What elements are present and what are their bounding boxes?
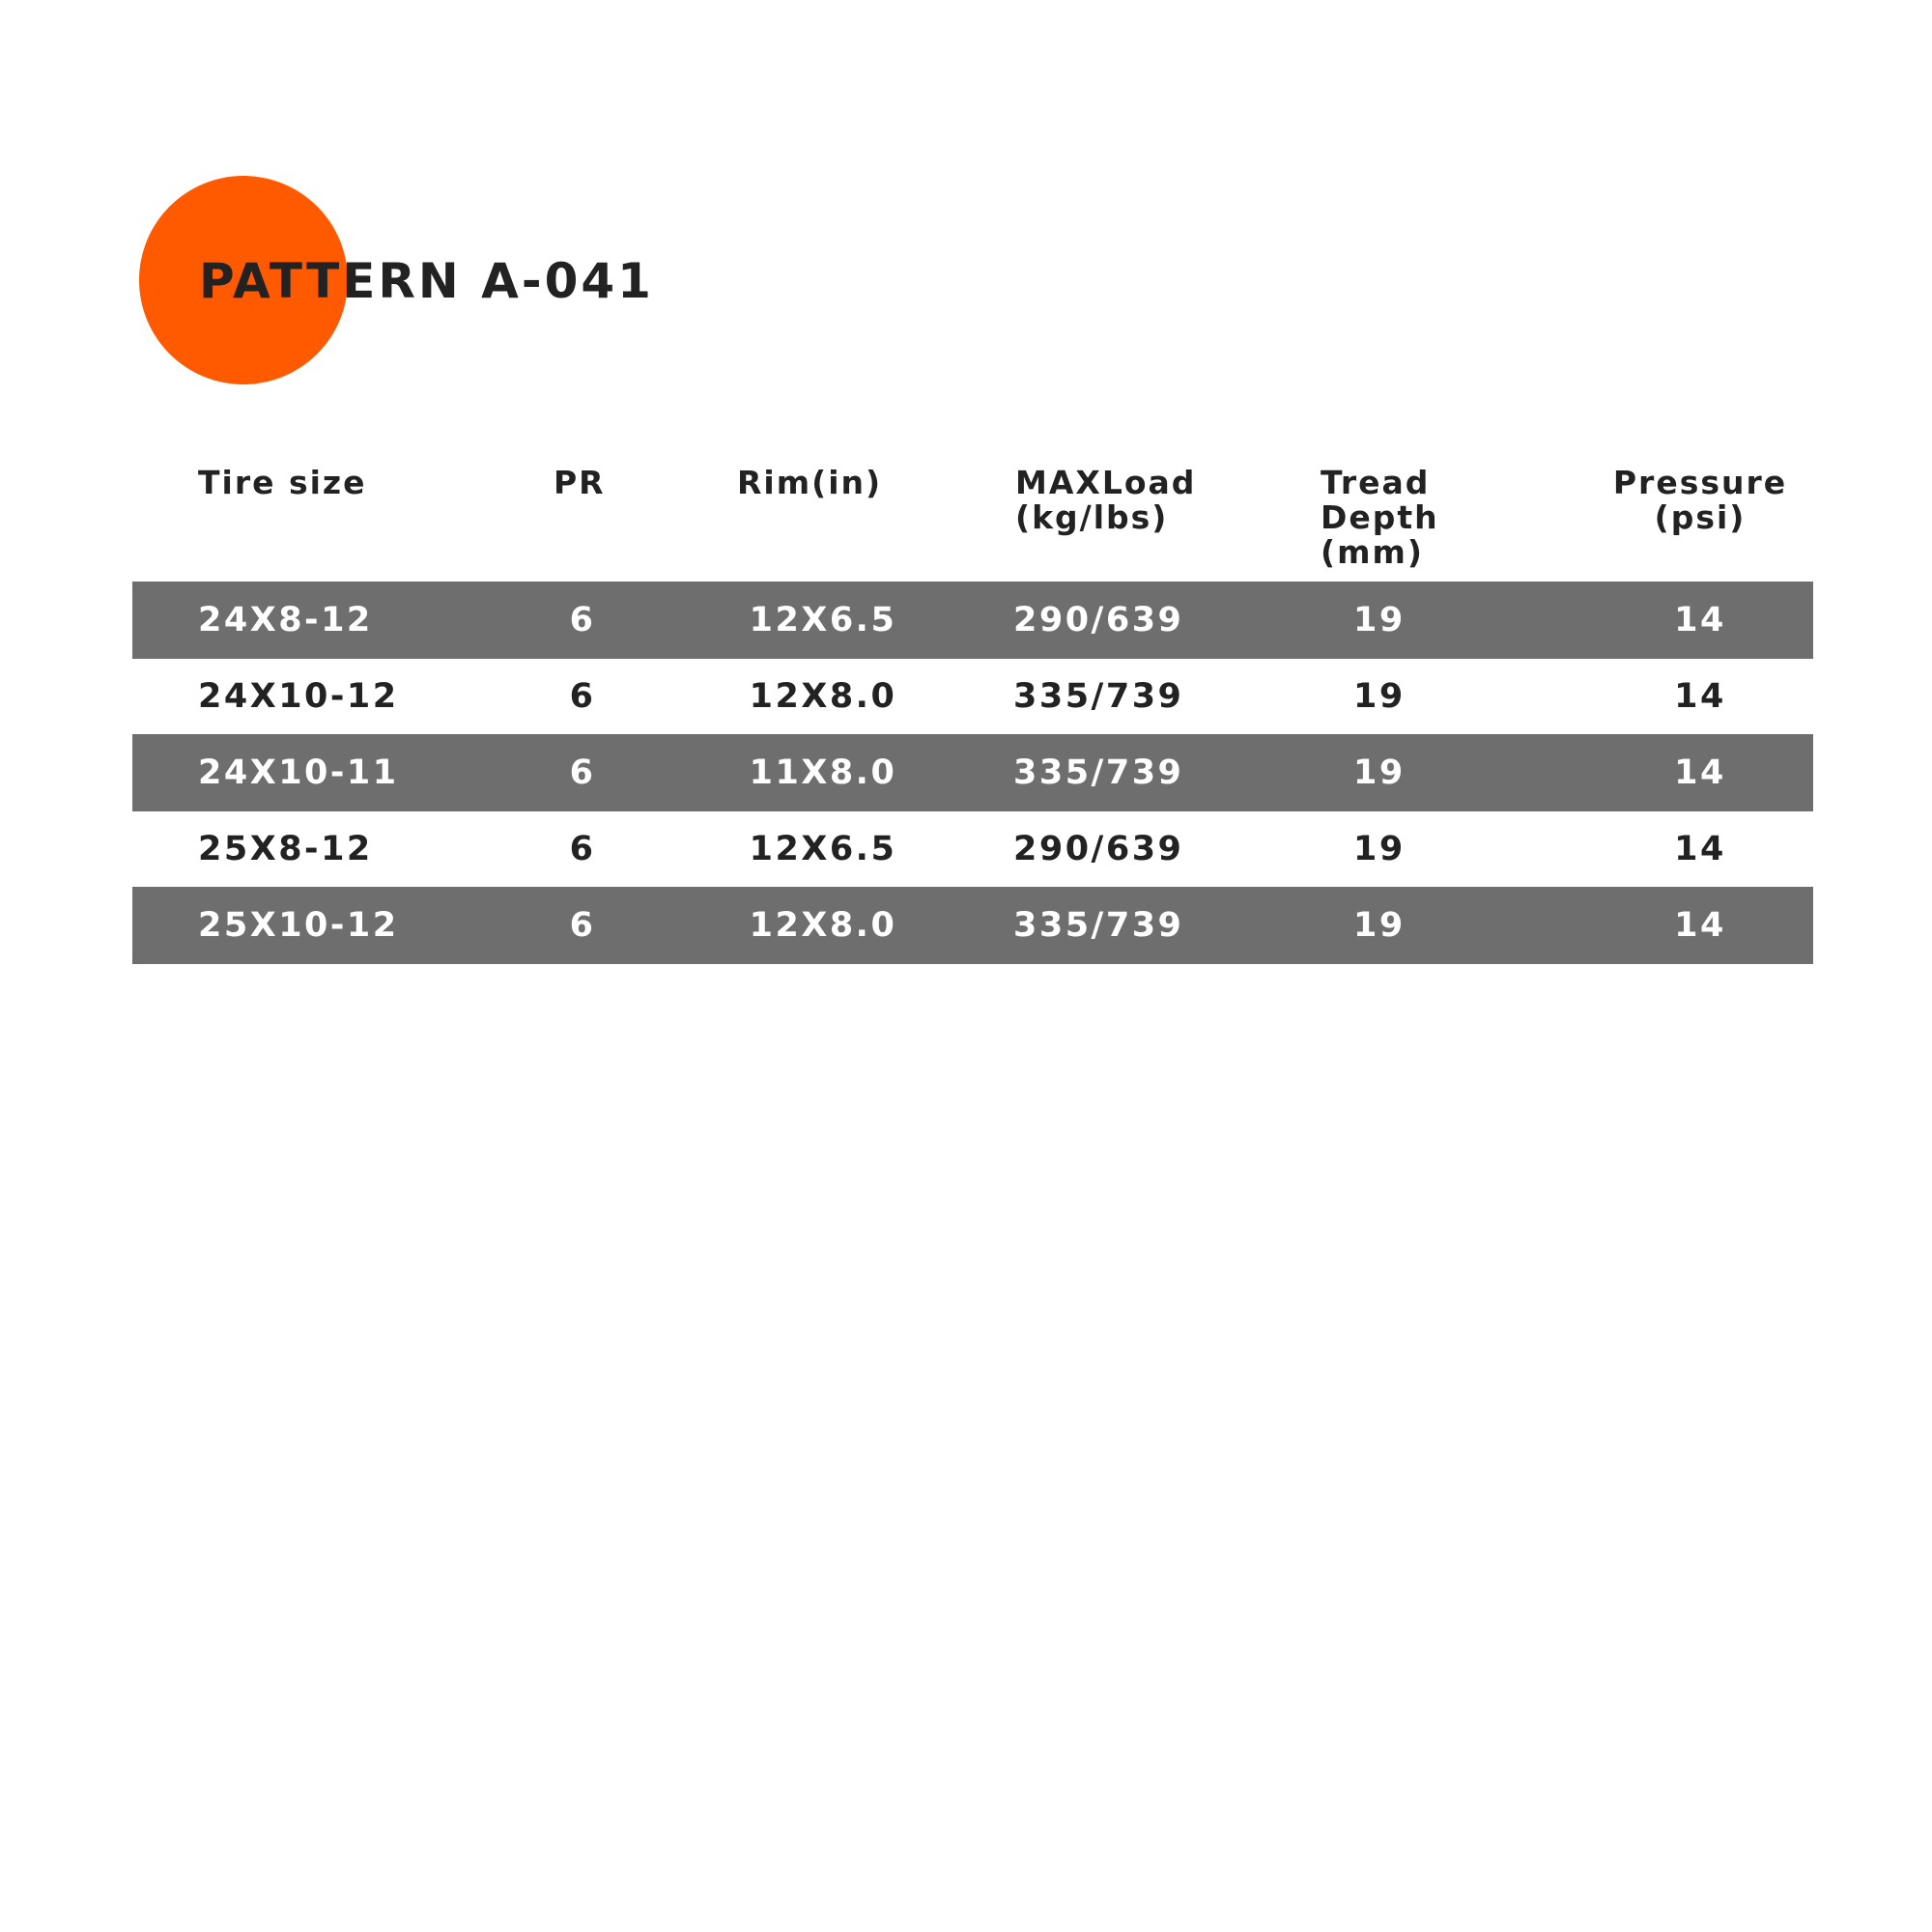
cell-pr: 6	[569, 677, 596, 716]
cell-pr: 6	[569, 753, 596, 792]
cell-rim: 12X6.5	[749, 601, 897, 639]
table-row	[132, 734, 1813, 811]
cell-rim: 12X8.0	[749, 677, 897, 716]
cell-tread-depth: 19	[1353, 906, 1406, 945]
title-block	[139, 176, 815, 384]
cell-tread-depth: 19	[1353, 677, 1406, 716]
cell-max-load: 335/739	[1013, 906, 1184, 945]
header-tire-size: Tire size	[198, 464, 367, 501]
cell-tire-size: 25X8-12	[198, 830, 373, 868]
cell-max-load: 335/739	[1013, 677, 1184, 716]
cell-rim: 11X8.0	[749, 753, 897, 792]
header-rim: Rim(in)	[737, 464, 883, 501]
header-pr: PR	[554, 464, 606, 501]
cell-tread-depth: 19	[1353, 830, 1406, 868]
table-row	[132, 887, 1813, 964]
cell-rim: 12X8.0	[749, 906, 897, 945]
cell-pressure: 14	[1674, 753, 1726, 792]
table-row	[132, 659, 1813, 734]
cell-rim: 12X6.5	[749, 830, 897, 868]
cell-max-load: 335/739	[1013, 753, 1184, 792]
cell-pr: 6	[569, 601, 596, 639]
cell-pressure: 14	[1674, 601, 1726, 639]
header-max-load: MAXLoad (kg/lbs)	[1015, 464, 1197, 536]
table-row	[132, 582, 1813, 659]
cell-tire-size: 24X8-12	[198, 601, 373, 639]
cell-pressure: 14	[1674, 906, 1726, 945]
cell-tire-size: 25X10-12	[198, 906, 399, 945]
cell-tire-size: 24X10-11	[198, 753, 399, 792]
tire-spec-table	[132, 454, 1813, 964]
cell-max-load: 290/639	[1013, 830, 1184, 868]
cell-tire-size: 24X10-12	[198, 677, 399, 716]
cell-pressure: 14	[1674, 830, 1726, 868]
cell-pr: 6	[569, 830, 596, 868]
cell-max-load: 290/639	[1013, 601, 1184, 639]
header-pressure: Pressure (psi)	[1612, 464, 1788, 536]
table-header-row	[132, 454, 1813, 582]
cell-pr: 6	[569, 906, 596, 945]
page-title: PATTERN A-041	[199, 253, 654, 309]
cell-tread-depth: 19	[1353, 753, 1406, 792]
table-row	[132, 811, 1813, 887]
header-tread-depth: Tread Depth (mm)	[1321, 464, 1439, 571]
cell-pressure: 14	[1674, 677, 1726, 716]
cell-tread-depth: 19	[1353, 601, 1406, 639]
